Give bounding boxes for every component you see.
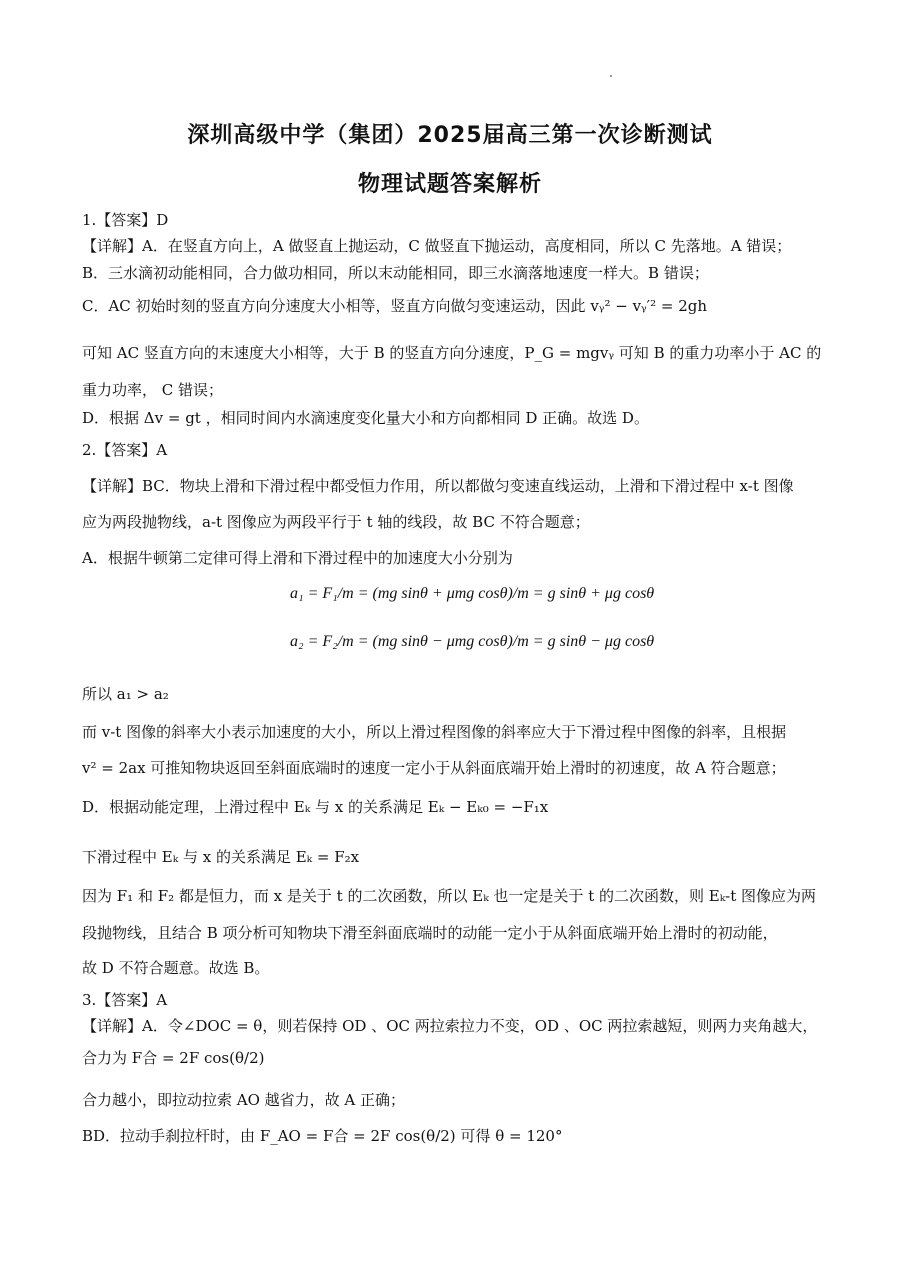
q2-detail-d-conclusion: 故 D 不符合题意。故选 B。 (82, 959, 270, 977)
q2-vt-slope-cont: v² = 2ax 可推知物块返回至斜面底端时的速度一定小于从斜面底端开始上滑时的初速度，故 A 符合题意； (82, 759, 786, 777)
q1-detail-d: D．根据 Δv = gt ，相同时间内水滴速度变化量大小和方向都相同 D 正确。故选 D。 (82, 409, 649, 427)
q2-detail-a: A．根据牛顿第二定律可得上滑和下滑过程中的加速度大小分别为 (82, 549, 513, 567)
q1-detail-c-cont: 可知 AC 竖直方向的末速度大小相等，大于 B 的竖直方向分速度，P_G = mgvᵧ 可知 B 的重力功率小于 AC 的 (82, 344, 822, 362)
scan-speck (610, 75, 612, 77)
equation-a2: a₂ = F₂/m = (mg sinθ − μmg cosθ)/m = g sinθ − μg cosθ (290, 633, 655, 650)
q2-detail-d-down: 下滑过程中 Eₖ 与 x 的关系满足 Eₖ = F₂x (82, 848, 360, 866)
q1-detail-c: C．AC 初始时刻的竖直方向分速度大小相等，竖直方向做匀变速运动，因此 vᵧ² − vᵧ′² = 2gh (82, 297, 708, 315)
document-subtitle: 物理试题答案解析 (357, 172, 542, 197)
q1-detail-a: 【详解】A．在竖直方向上，A 做竖直上抛运动，C 做竖直下抛运动，高度相同，所以 C 先落地。A 错误； (82, 237, 792, 255)
q3-detail-a: 【详解】A．令∠DOC = θ，则若保持 OD 、OC 两拉索拉力不变，OD 、OC 两拉索越短，则两力夹角越大， (82, 1017, 818, 1035)
q2-detail-d-reason: 因为 F₁ 和 F₂ 都是恒力，而 x 是关于 t 的二次函数，所以 Eₖ 也一定是关于 t 的二次函数，则 Eₖ-t 图像应为两 (82, 887, 817, 905)
q3-answer: 3.【答案】A (82, 991, 168, 1009)
q2-detail-bc: 【详解】BC．物块上滑和下滑过程中都受恒力作用，所以都做匀变速直线运动，上滑和下滑过程中 x-t 图像 (82, 477, 794, 495)
q2-detail-d-reason-cont: 段抛物线，且结合 B 项分析可知物块下滑至斜面底端时的动能一定小于从斜面底端开始上滑时的初动能， (82, 924, 778, 942)
q1-answer: 1.【答案】D (82, 211, 169, 229)
q1-detail-b: B．三水滴初动能相同，合力做功相同，所以末动能相同，即三水滴落地速度一样大。B 错误； (82, 264, 709, 282)
q2-vt-slope: 而 v-t 图像的斜率大小表示加速度的大小，所以上滑过程图像的斜率应大于下滑过程中图像的斜率，且根据 (82, 723, 787, 741)
q2-detail-bc-cont: 应为两段抛物线，a-t 图像应为两段平行于 t 轴的线段，故 BC 不符合题意； (82, 513, 590, 531)
equation-a1: a₁ = F₁/m = (mg sinθ + μmg cosθ)/m = g sinθ + μg cosθ (290, 585, 655, 602)
q3-detail-a-conclusion: 合力越小，即拉动拉索 AO 越省力，故 A 正确； (82, 1091, 406, 1109)
q1-detail-c-cont2: 重力功率， C 错误； (82, 381, 224, 399)
document-title: 深圳高级中学（集团）2025届高三第一次诊断测试 (187, 123, 713, 148)
q2-detail-d: D．根据动能定理，上滑过程中 Eₖ 与 x 的关系满足 Eₖ − Eₖ₀ = −F₁x (82, 798, 549, 816)
q3-resultant-force: 合力为 F合 = 2F cos(θ/2) (82, 1049, 265, 1067)
q3-detail-bd: BD．拉动手刹拉杆时，由 F_AO = F合 = 2F cos(θ/2) 可得 θ = 120° (82, 1127, 563, 1145)
q2-conclusion-a1-a2: 所以 a₁ > a₂ (82, 685, 169, 703)
q2-answer: 2.【答案】A (82, 441, 168, 459)
